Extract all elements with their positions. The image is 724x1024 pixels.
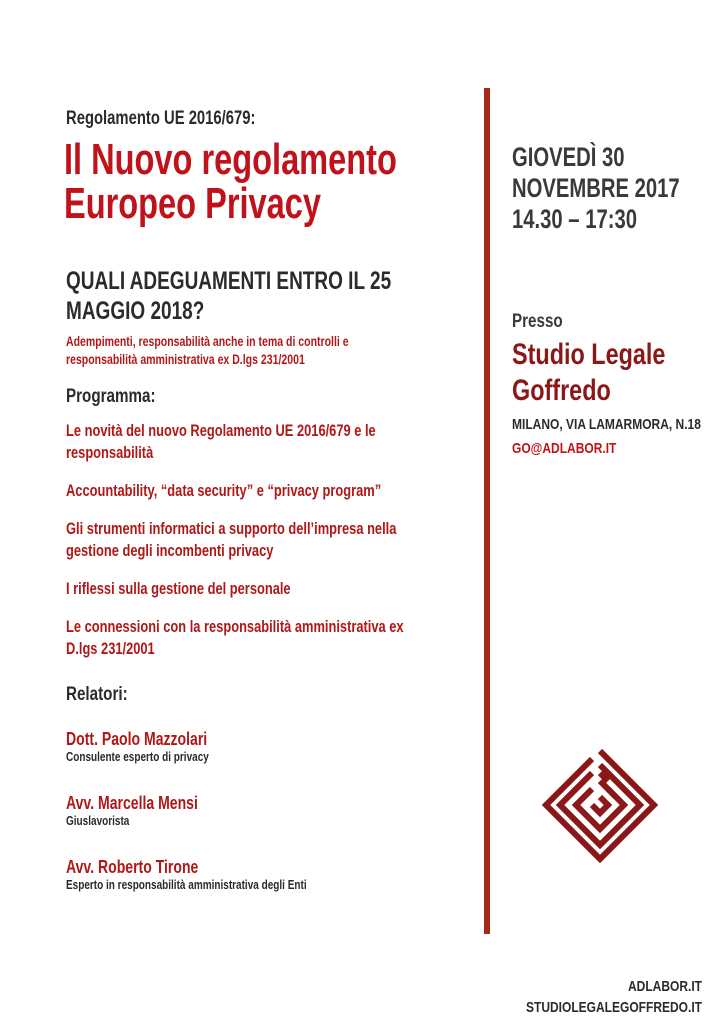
vertical-divider: [484, 88, 490, 934]
title-line-1: Il Nuovo regolamento: [64, 135, 397, 184]
speaker-name: Avv. Marcella Mensi: [66, 793, 198, 813]
programma-list: [66, 420, 499, 676]
logo-mark-icon: [540, 745, 660, 865]
relatori-heading: Relatori:: [66, 684, 128, 705]
programma-item: Accountability, “data security” e “privacy program”: [66, 482, 382, 500]
speaker: [66, 792, 235, 829]
programma-item: Gli strumenti informatici a supporto dell’impresa nella gestione degli incombenti privacy: [66, 520, 397, 560]
date-line-1: GIOVEDÌ 30: [512, 142, 625, 172]
footer-sites: [482, 976, 702, 1018]
venue-address: MILANO, VIA LAMARMORA, N.18: [512, 416, 701, 433]
speaker-name: Avv. Roberto Tirone: [66, 857, 199, 877]
footer-site-adlabor[interactable]: ADLABOR.IT: [628, 978, 702, 995]
speaker: [66, 728, 247, 765]
question-line-2: MAGGIO 2018?: [66, 297, 205, 325]
speaker-role: Consulente esperto di privacy: [66, 750, 209, 764]
venue-name: [512, 337, 709, 409]
date-line-2: NOVEMBRE 2017: [512, 173, 680, 203]
event-date: [512, 142, 724, 235]
date-line-3: 14.30 – 17:30: [512, 204, 637, 234]
programma-item: Le novità del nuovo Regolamento UE 2016/679 e le responsabilità: [66, 422, 376, 462]
speaker-name: Dott. Paolo Mazzolari: [66, 729, 208, 749]
footer-site-studiolegale[interactable]: STUDIOLEGALEGOFFREDO.IT: [526, 999, 702, 1016]
speaker-role: Giuslavorista: [66, 814, 130, 828]
subtitle: [66, 333, 428, 369]
venue-line-2: Goffredo: [512, 374, 611, 407]
title-line-2: Europeo Privacy: [64, 179, 321, 228]
page-title: [64, 135, 514, 228]
venue-line-1: Studio Legale: [512, 338, 666, 371]
question-line-1: QUALI ADEGUAMENTI ENTRO IL 25: [66, 267, 392, 295]
speaker-role: Esperto in responsabilità amministrativa degli Enti: [66, 878, 307, 892]
speaker: [66, 856, 367, 893]
studio-logo-icon: [540, 745, 660, 865]
question-heading: [66, 266, 494, 326]
subtitle-line-1: Adempimenti, responsabilità anche in tema di controlli e: [66, 334, 349, 349]
regulation-label: Regolamento UE 2016/679:: [66, 108, 256, 129]
subtitle-line-2: responsabilità amministrativa ex D.lgs 231/2001: [66, 352, 305, 367]
programma-heading: Programma:: [66, 386, 156, 407]
contact-email[interactable]: GO@ADLABOR.IT: [512, 440, 617, 457]
programma-item: Le connessioni con la responsabilità amministrativa ex D.lgs 231/2001: [66, 618, 404, 658]
programma-item: I riflessi sulla gestione del personale: [66, 580, 291, 598]
presso-label: Presso: [512, 311, 563, 332]
